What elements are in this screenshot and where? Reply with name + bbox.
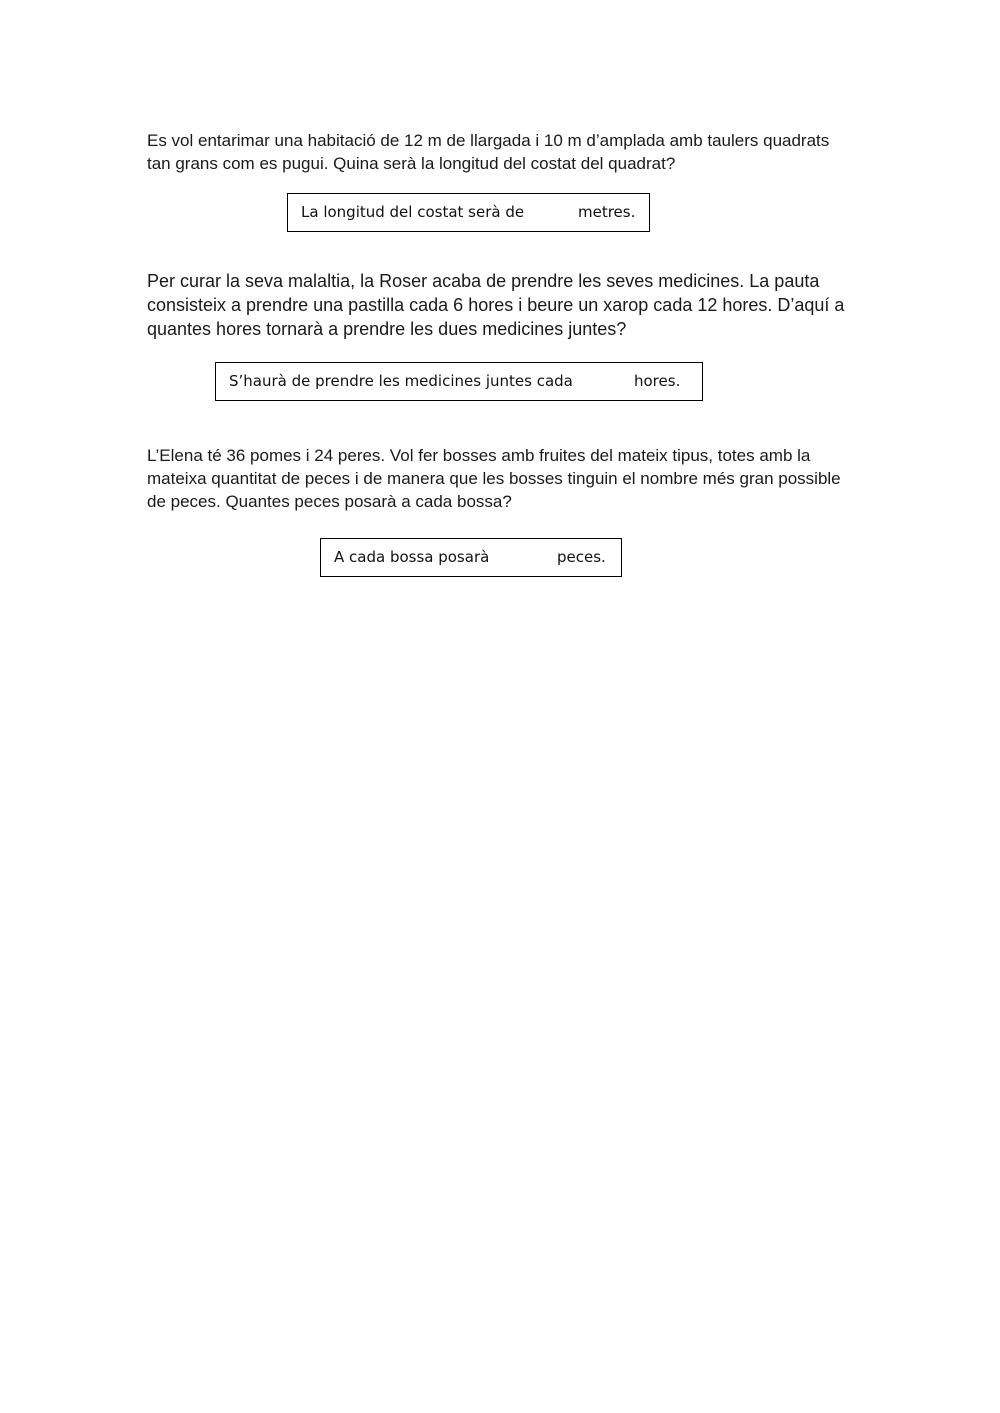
problem-2-text: Per curar la seva malaltia, la Roser acaba de prendre les seves medicines. La pauta consisteix a prendre una pastilla cada 6 hores i beure un xarop cada 12 hores. D’aquí a quantes hores tornarà a prendre les dues medicines juntes? bbox=[147, 271, 845, 339]
problem-3-text: L’Elena té 36 pomes i 24 peres. Vol fer bosses amb fruites del mateix tipus, totes amb la mateixa quantitat de peces i de manera que les bosses tinguin el nombre més gran possible de peces. Quantes peces posarà a cada bossa? bbox=[147, 446, 841, 511]
answer-3-prefix: A cada bossa posarà bbox=[334, 548, 490, 566]
answer-1-prefix: La longitud del costat serà de bbox=[301, 203, 525, 221]
problem-1-answer-box bbox=[287, 193, 650, 232]
problem-2-answer-box bbox=[215, 362, 703, 401]
answer-1-blank-field[interactable] bbox=[520, 201, 578, 223]
answer-1-suffix: metres. bbox=[578, 203, 636, 221]
answer-2-prefix: S’haurà de prendre les medicines juntes cada bbox=[229, 372, 573, 390]
problem-3-answer-box bbox=[320, 538, 622, 577]
answer-2-suffix: hores. bbox=[634, 372, 681, 390]
problem-1-text: Es vol entarimar una habitació de 12 m de llargada i 10 m d’amplada amb taulers quadrats tan grans com es pugui. Quina serà la longitud del costat del quadrat? bbox=[147, 131, 830, 173]
answer-3-blank-field[interactable] bbox=[493, 546, 555, 568]
answer-3-suffix: peces. bbox=[557, 548, 606, 566]
answer-2-blank-field[interactable] bbox=[576, 370, 634, 392]
